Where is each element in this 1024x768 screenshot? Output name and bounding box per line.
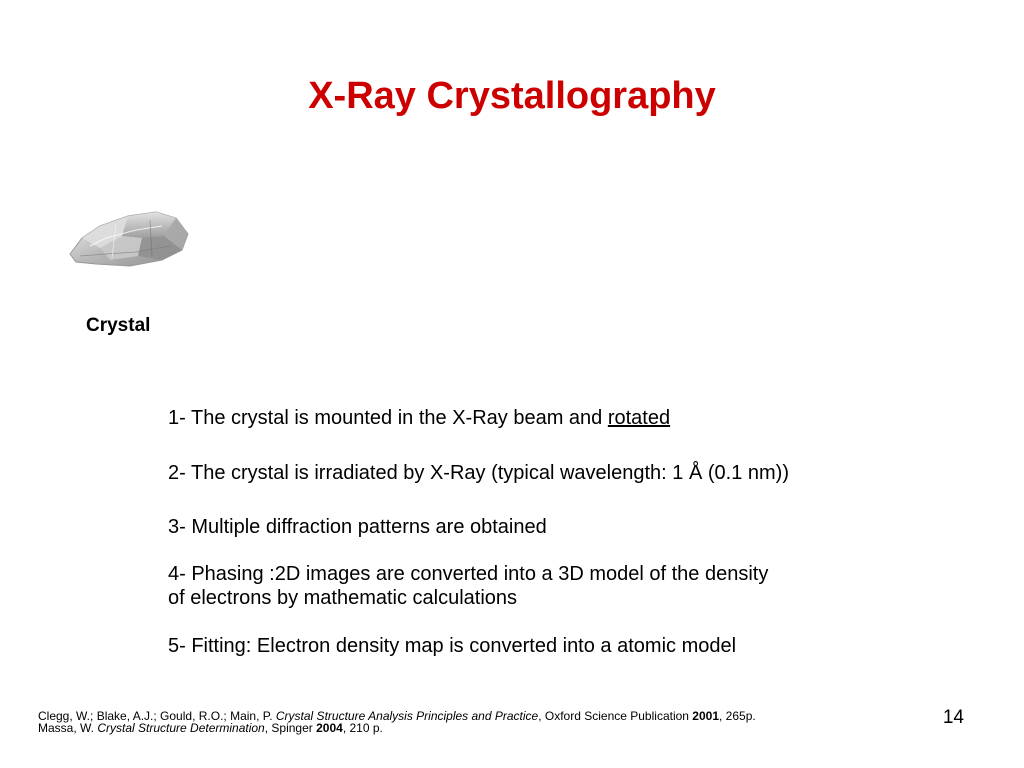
reference-2	[38, 722, 756, 734]
reference-1-pages: , 265p.	[719, 709, 756, 723]
reference-2-authors: Massa, W.	[38, 721, 98, 735]
reference-1-authors: Clegg, W.; Blake, A.J.; Gould, R.O.; Main, P.	[38, 709, 276, 723]
crystal-image	[66, 208, 192, 270]
step-2: 2- The crystal is irradiated by X-Ray (typical wavelength: 1 Å (0.1 nm))	[168, 462, 789, 484]
step-4	[168, 562, 868, 610]
reference-2-year: 2004	[316, 721, 343, 735]
reference-2-title: Crystal Structure Determination	[97, 721, 265, 735]
step-4-line-1: 4- Phasing :2D images are converted into a 3D model of the density	[168, 563, 769, 585]
reference-1-year: 2001	[692, 709, 719, 723]
reference-1-title: Crystal Structure Analysis Principles and Practice	[275, 709, 539, 723]
step-4-line-2: of electrons by mathematic calculations	[168, 587, 518, 609]
step-5: 5- Fitting: Electron density map is converted into a atomic model	[168, 635, 737, 657]
step-1	[168, 406, 670, 430]
slide-title: X-Ray Crystallography	[308, 75, 716, 117]
reference-2-publisher: , Spinger	[264, 721, 317, 735]
step-1-text: 1- The crystal is mounted in the X-Ray beam and	[168, 407, 608, 429]
reference-2-pages: , 210 p.	[342, 721, 383, 735]
step-1-emphasis: rotated	[607, 407, 671, 429]
step-3: 3- Multiple diffraction patterns are obtained	[168, 516, 547, 538]
references	[38, 710, 756, 734]
page-number: 14	[942, 707, 964, 728]
crystal-label: Crystal	[86, 315, 151, 336]
reference-1-publisher: , Oxford Science Publication	[538, 709, 693, 723]
